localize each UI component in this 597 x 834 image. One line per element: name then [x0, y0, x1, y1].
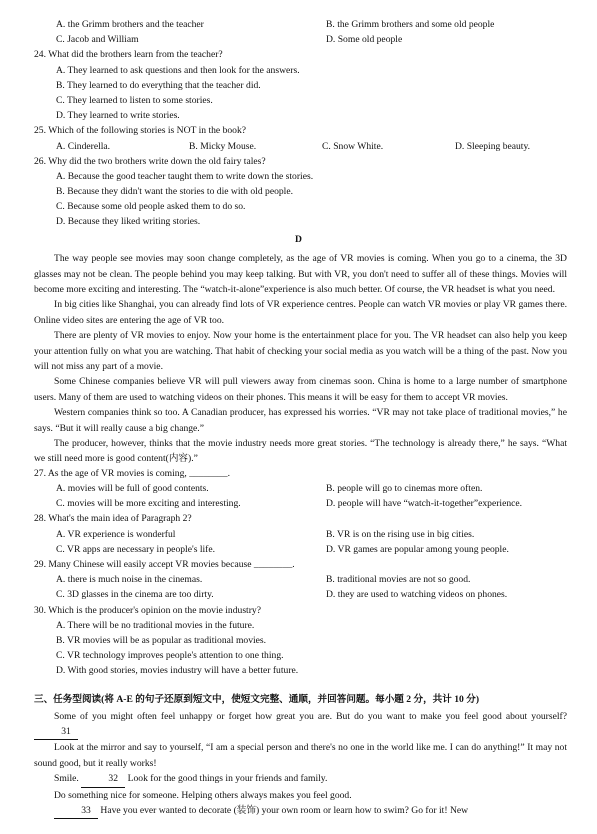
q24-option-d: D. They learned to write stories. [56, 110, 180, 122]
q26-option-b: B. Because they didn't want the stories to die with old people. [56, 186, 293, 198]
q27-option-d: D. people will have “watch-it-together”experience. [326, 498, 523, 510]
q24-option-a: A. They learned to ask questions and then look for the answers. [56, 64, 300, 76]
q29-options-row1 [56, 573, 597, 588]
q24-option-c: C. They learned to listen to some stories. [56, 94, 213, 106]
section3-p5-text: Have you ever wanted to decorate (装饰) your own room or learn how to swim? Go for it! New [100, 805, 469, 817]
q28-option-a: A. VR experience is wonderful [56, 528, 176, 540]
q27-options-row2 [56, 497, 597, 512]
q29-option-d: D. they are used to watching videos on phones. [326, 589, 508, 601]
q29-stem: 29. Many Chinese will easily accept VR movies because [34, 558, 252, 570]
q30-option-c: C. VR technology improves people's attention to one thing. [56, 650, 284, 662]
q23-option-c: C. Jacob and William [56, 34, 139, 46]
q25-stem: 25. Which of the following stories is NOT in the book? [34, 125, 247, 137]
q25-option-c: C. Snow White. [322, 140, 384, 152]
q29-option-c: C. 3D glasses in the cinema are too dirty. [56, 589, 214, 601]
q30-option-b: B. VR movies will be as popular as traditional movies. [56, 634, 267, 646]
q27-option-a: A. movies will be full of good contents. [56, 483, 209, 494]
q28-option-c: C. VR apps are necessary in people's life. [56, 543, 216, 555]
q29-option-a: A. there is much noise in the cinemas. [56, 574, 203, 586]
q27-option-c: C. movies will be more exciting and interesting. [56, 498, 241, 510]
q24-stem: 24. What did the brothers learn from the teacher? [34, 49, 223, 61]
q29-stem-row [34, 558, 597, 573]
blank-31: 31 [34, 724, 78, 740]
passage-paragraph-2: In big cities like Shanghai, you can already find lots of VR experience centres. People can watch VR movies or play VR games there. Online video sites are entering the age of VR too. [34, 299, 567, 326]
q30-option-a: A. There will be no traditional movies in the future. [56, 619, 255, 631]
q28-stem: 28. What's the main idea of Paragraph 2? [34, 513, 192, 525]
q24-option-b: B. They learned to do everything that the teacher did. [56, 79, 261, 91]
q28-options-row2 [56, 543, 597, 558]
q28-option-b: B. VR is on the rising use in big cities. [326, 528, 475, 540]
passage-paragraph-3: There are plenty of VR movies to enjoy. Now your home is the entertainment place for you. The VR headset can also help you keep your attention fully on what you are watching. That habit of checking your social media as you watch will be a thing of the past. Now you will not miss any part of a movie. [34, 330, 567, 372]
q27-blank: ________. [189, 467, 230, 479]
q29-blank: ________. [253, 558, 295, 570]
q27-options-row1 [56, 482, 597, 497]
q29-option-b: B. traditional movies are not so good. [326, 574, 471, 586]
q28-option-d: D. VR games are popular among young people. [326, 543, 509, 555]
section3-paragraph-2: Look at the mirror and say to yourself, “I am a special person and there's no one in the world like me. I can do anything!” It may not sound good, but it really works! [34, 742, 567, 769]
blank-32: 32 [81, 771, 125, 787]
passage-paragraph-5: Western companies think so too. A Canadian producer, has expressed his worries. “VR may not take place of traditional movies,” he says. “But it will really cause a big change.” [34, 407, 567, 434]
q26-stem: 26. Why did the two brothers write down the old fairy tales? [34, 155, 266, 167]
section3-paragraph-1 [34, 709, 567, 741]
q25-option-d: D. Sleeping beauty. [455, 140, 531, 152]
section3-title: 三、任务型阅读(将 A-E 的句子还原到短文中，使短文完整、通顺，并回答问题。每小题 2 分，共计 10 分) [34, 694, 480, 706]
section3-p3-text: Look for the good things in your friends and family. [127, 773, 328, 785]
q26-option-c: C. Because some old people asked them to do so. [56, 201, 246, 213]
section3-paragraph-4: Do something nice for someone. Helping others always makes you feel good. [54, 789, 352, 801]
q27-stem-row [34, 467, 597, 482]
section3-p3-smile: Smile. [54, 773, 79, 785]
passage-paragraph-4: Some Chinese companies believe VR will pull viewers away from cinemas soon. China is home to a large number of smartphone users. Many of them are used to watching videos on their phones. This means it will be easy for them to accept VR movies. [34, 376, 567, 403]
section3-p1-text: Some of you might often feel unhappy or forget how great you are. But do you want to make you feel good about yourself? [54, 710, 567, 722]
q30-stem: 30. Which is the producer's opinion on the movie industry? [34, 604, 261, 616]
q25-option-a: A. Cinderella. [56, 140, 111, 152]
q26-option-d: D. Because they liked writing stories. [56, 216, 201, 228]
q25-options [56, 140, 597, 155]
section3-paragraph-3 [34, 771, 567, 787]
q25-option-b: B. Micky Mouse. [189, 140, 257, 152]
q23-option-d: D. Some old people [326, 34, 403, 46]
q30-option-d: D. With good stories, movies industry will have a better future. [56, 665, 299, 677]
q23-option-b: B. the Grimm brothers and some old people [326, 19, 495, 30]
section3-paragraph-5 [34, 803, 567, 819]
q27-option-b: B. people will go to cinemas more often. [326, 483, 483, 494]
q23-options-row1 [56, 18, 597, 33]
passage-label: D [295, 233, 302, 245]
q27-stem: 27. As the age of VR movies is coming, [34, 467, 190, 479]
blank-33: 33 [54, 803, 98, 819]
q26-option-a: A. Because the good teacher taught them to write down the stories. [56, 170, 314, 182]
passage-paragraph-1: The way people see movies may soon change completely, as the age of VR movies is coming. When you go to a cinema, the 3D glasses may not be clean. The people behind you may keep talking. But with VR, you don't need to suffer all of these things. Movies will become more exciting and interesting. The “watch-it-alone”experience is also much better. Of course, the VR headset is what you need. [34, 253, 567, 295]
q29-options-row2 [56, 588, 597, 603]
q23-options-row2 [56, 33, 597, 48]
q23-option-a: A. the Grimm brothers and the teacher [56, 19, 204, 30]
passage-paragraph-6: The producer, however, thinks that the movie industry needs more great stories. “The technology is already there,” he says. “What we still need more is good content(内容).” [34, 438, 567, 465]
q28-options-row1 [56, 528, 597, 543]
